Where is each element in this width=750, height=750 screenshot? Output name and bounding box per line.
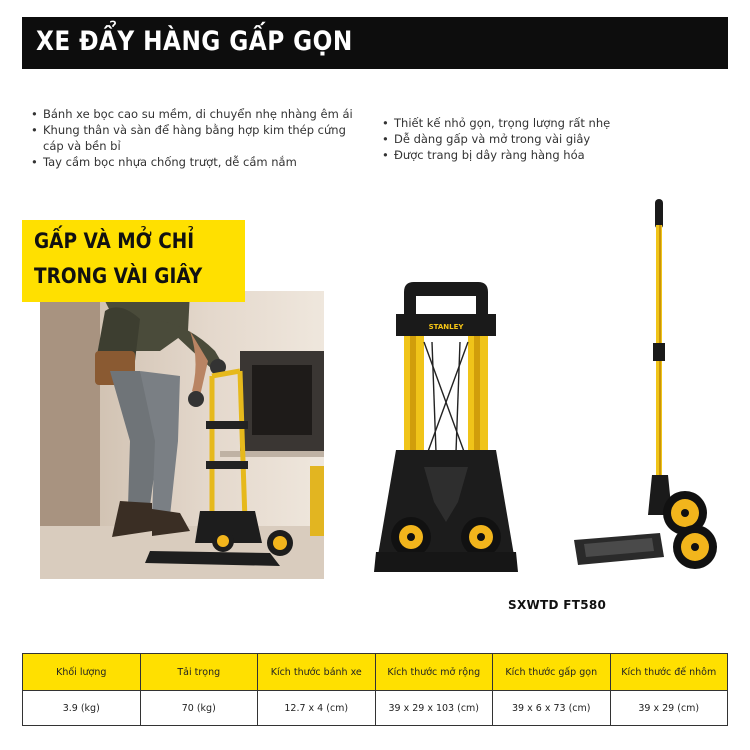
product-image-side bbox=[560, 195, 730, 580]
lifestyle-photo bbox=[40, 291, 324, 579]
feature-list-right bbox=[381, 115, 711, 163]
promo-line-1: GẤP VÀ MỞ CHỈ bbox=[34, 229, 195, 253]
promo-line-2: TRONG VÀI GIÂY bbox=[34, 264, 203, 288]
page-title: XE ĐẨY HÀNG GẤP GỌN bbox=[36, 26, 353, 57]
column-header: Kích thước bánh xe bbox=[258, 654, 376, 691]
feature-item: • Được trang bị dây ràng hàng hóa bbox=[381, 147, 711, 163]
feature-item: • Tay cầm bọc nhựa chống trượt, dễ cầm nắm bbox=[30, 154, 360, 170]
brand-label: STANLEY bbox=[428, 323, 464, 331]
table-cell: 39 x 29 x 103 (cm) bbox=[375, 691, 493, 726]
model-number: SXWTD FT580 bbox=[508, 598, 607, 612]
table-row bbox=[23, 691, 728, 726]
column-header: Kích thước mở rộng bbox=[375, 654, 493, 691]
feature-item: • Bánh xe bọc cao su mềm, di chuyển nhẹ nhàng êm ái bbox=[30, 106, 360, 122]
column-header: Tải trọng bbox=[140, 654, 258, 691]
table-header-row bbox=[23, 654, 728, 691]
feature-item: • Thiết kế nhỏ gọn, trọng lượng rất nhẹ bbox=[381, 115, 711, 131]
promo-badge bbox=[22, 220, 245, 302]
table-cell: 3.9 (kg) bbox=[23, 691, 141, 726]
table-cell: 70 (kg) bbox=[140, 691, 258, 726]
feature-item: • Khung thân và sàn để hàng bằng hợp kim thép cứng cáp và bền bỉ bbox=[30, 122, 360, 154]
feature-item: • Dễ dàng gấp và mở trong vài giây bbox=[381, 131, 711, 147]
product-image-front bbox=[366, 282, 526, 582]
column-header: Kích thước đế nhôm bbox=[610, 654, 728, 691]
column-header: Kích thước gấp gọn bbox=[493, 654, 611, 691]
table-cell: 39 x 6 x 73 (cm) bbox=[493, 691, 611, 726]
table-cell: 12.7 x 4 (cm) bbox=[258, 691, 376, 726]
spec-table bbox=[22, 653, 728, 726]
feature-list-left bbox=[30, 106, 360, 170]
title-banner bbox=[22, 17, 728, 69]
column-header: Khối lượng bbox=[23, 654, 141, 691]
table-cell: 39 x 29 (cm) bbox=[610, 691, 728, 726]
